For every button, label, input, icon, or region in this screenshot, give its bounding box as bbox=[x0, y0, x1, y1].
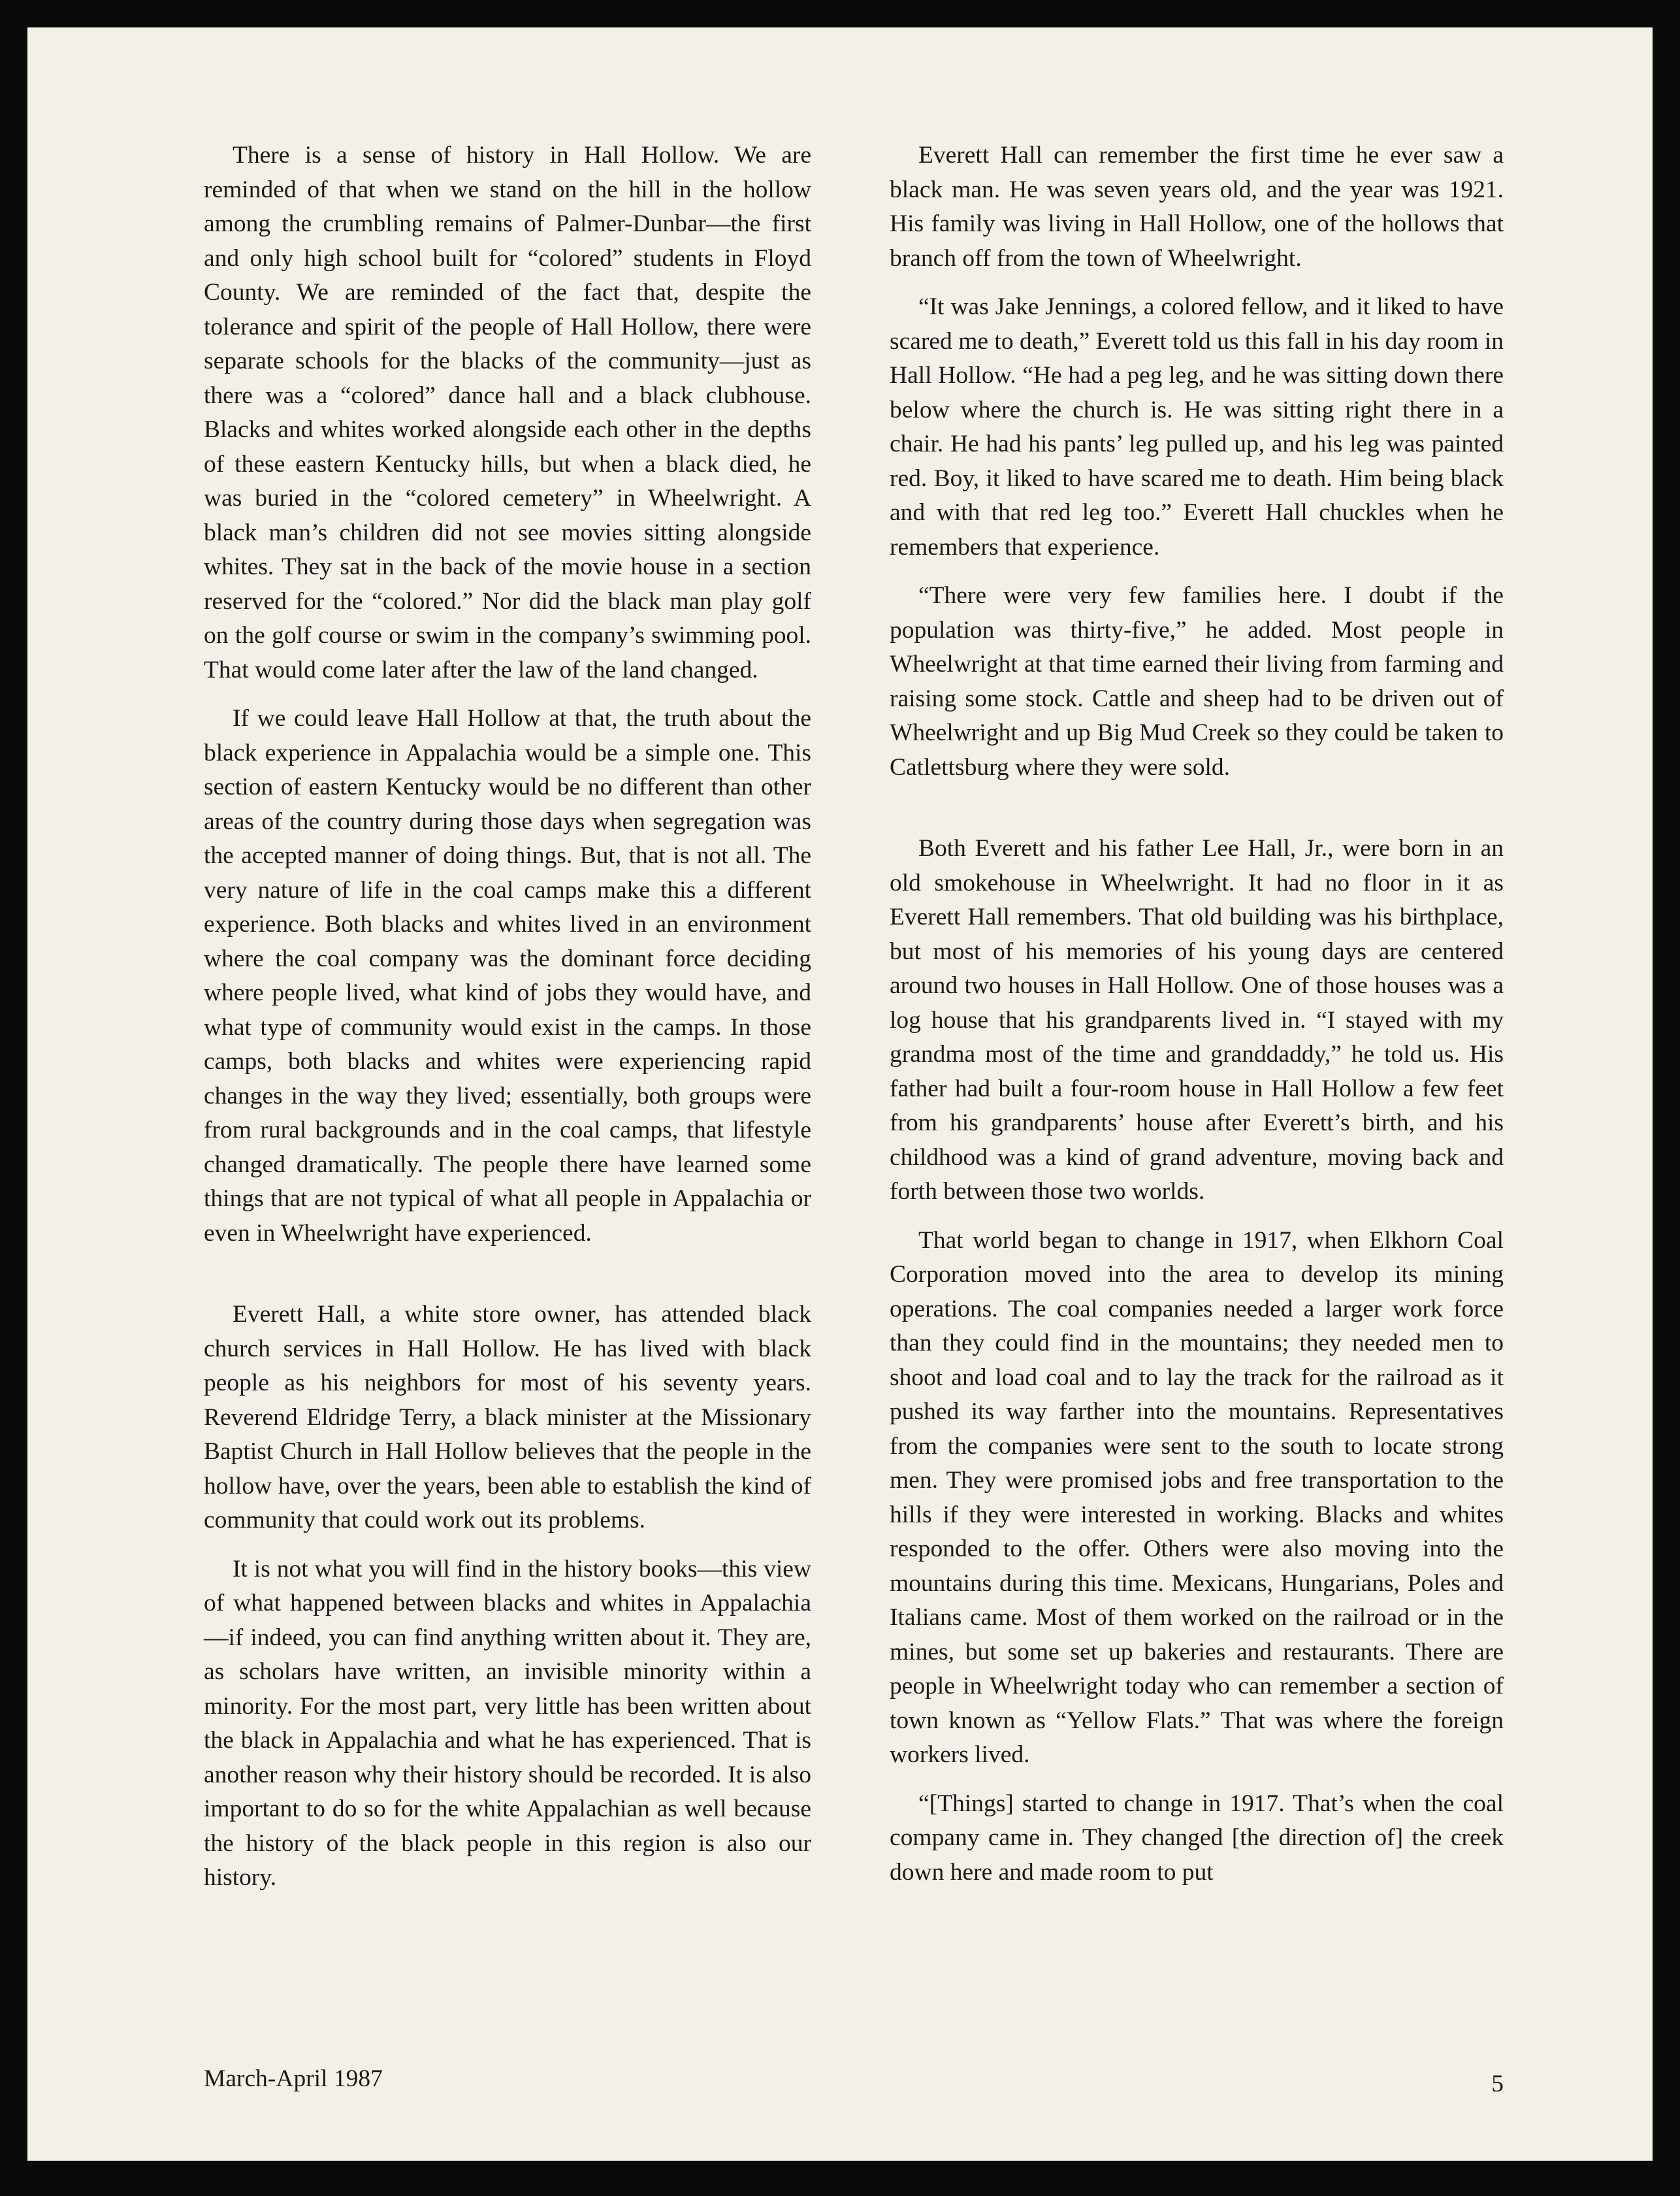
paragraph: “[Things] started to change in 1917. That’s when the coal company came in. They changed [the direction of] the creek down here and made room to put bbox=[890, 1790, 1504, 1886]
magazine-page bbox=[27, 27, 1653, 2161]
issue-date: March-April 1987 bbox=[204, 2065, 383, 2092]
paragraph: Everett Hall, a white store owner, has attended black church services in Hall Hollow. He has lived with black people as his neighbors for most of his seventy years. Reverend Eldridge Terry, a black minister at the Missionary Baptist Church in Hall Hollow believes that the people in the hollow have, over the years, been able to establish the kind of community that could work out its problems. bbox=[204, 1301, 811, 1533]
paragraph: There is a sense of history in Hall Hollow. We are reminded of that when we stand on the hill in the hollow among the crumbling remains of Palmer-Dunbar—the first and only high school built for “colored” students in Floyd County. We are reminded of the fact that, despite the tolerance and spirit of the people of Hall Hollow, there were separate schools for the blacks of the community—just as there was a “colored” dance hall and a black clubhouse. Blacks and whites worked alongside each other in the depths of these eastern Kentucky hills, but when a black died, he was buried in the “colored cemetery” in Wheelwright. A black man’s children did not see movies sitting alongside whites. They sat in the back of the movie house in a section reserved for the “colored.” Nor did the black man play golf on the golf course or swim in the company’s swimming pool. That would come later after the law of the land changed. bbox=[204, 142, 811, 683]
right-column bbox=[890, 139, 1504, 1904]
paragraph: “There were very few families here. I doubt if the population was thirty-five,” he added. Most people in Wheelwright at that time earned their living from farming and raising some stock. Cattle and sheep had to be driven out of Wheelwright and up Big Mud Creek so they could be taken to Catlettsburg where they were sold. bbox=[890, 582, 1504, 781]
left-column bbox=[204, 139, 811, 1910]
paragraph: Both Everett and his father Lee Hall, Jr., were born in an old smokehouse in Wheelwright. It had no floor in it as Everett Hall remembers. That old building was his birthplace, but most of his memories of his young days are centered around two houses in Hall Hollow. One of those houses was a log house that his grandparents lived in. “I stayed with my grandma most of the time and granddaddy,” he told us. His father had built a four-room house in Hall Hollow a few feet from his grandparents’ house after Everett’s birth, and his childhood was a kind of grand adventure, moving back and forth between those two worlds. bbox=[890, 835, 1504, 1205]
paragraph: That world began to change in 1917, when Elkhorn Coal Corporation moved into the area to develop its mining operations. The coal companies needed a larger work force than they could find in the mountains; they needed men to shoot and load coal and to lay the track for the railroad as it pushed its way farther into the mountains. Representatives from the companies were sent to the south to locate strong men. They were promised jobs and free transportation to the hills if they were interested in working. Blacks and whites responded to the offer. Others were also moving into the mountains during this time. Mexicans, Hungarians, Poles and Italians came. Most of them worked on the railroad or in the mines, but some set up bakeries and restaurants. There are people in Wheelwright today who can remember a section of town known as “Yellow Flats.” That was where the foreign workers lived. bbox=[890, 1226, 1504, 1768]
paragraph: It is not what you will find in the history books—this view of what happened between blacks and whites in Appalachia—if indeed, you can find anything written about it. They are, as scholars have written, an invisible minority within a minority. For the most part, very little has been written about the black in Appalachia and what he has experienced. That is another reason why their history should be recorded. It is also important to do so for the white Appalachian as well because the history of the black people in this region is also our history. bbox=[204, 1555, 811, 1891]
paragraph: If we could leave Hall Hollow at that, the truth about the black experience in Appalachia would be a simple one. This section of eastern Kentucky would be no different than other areas of the country during those days when segregation was the accepted manner of doing things. But, that is not all. The very nature of life in the coal camps make this a different experience. Both blacks and whites lived in an environment where the coal company was the dominant force deciding where people lived, what kind of jobs they would have, and what type of community would exist in the camps. In those camps, both blacks and whites were experiencing rapid changes in the way they lived; essentially, both groups were from rural backgrounds and in the coal camps, that lifestyle changed dramatically. The people there have learned some things that are not typical of what all people in Appalachia or even in Wheelwright have experienced. bbox=[204, 705, 811, 1247]
paragraph: Everett Hall can remember the first time he ever saw a black man. He was seven years old, and the year was 1921. His family was living in Hall Hollow, one of the hollows that branch off from the town of Wheelwright. bbox=[890, 142, 1504, 272]
page-number: 5 bbox=[1491, 2071, 1504, 2097]
paragraph: “It was Jake Jennings, a colored fellow, and it liked to have scared me to death,” Everett told us this fall in his day room in Hall Hollow. “He had a peg leg, and he was sitting down there below where the church is. He was sitting right there in a chair. He had his pants’ leg pulled up, and his leg was painted red. Boy, it liked to have scared me to death. Him being black and with that red leg too.” Everett Hall chuckles when he remembers that experience. bbox=[890, 293, 1504, 561]
